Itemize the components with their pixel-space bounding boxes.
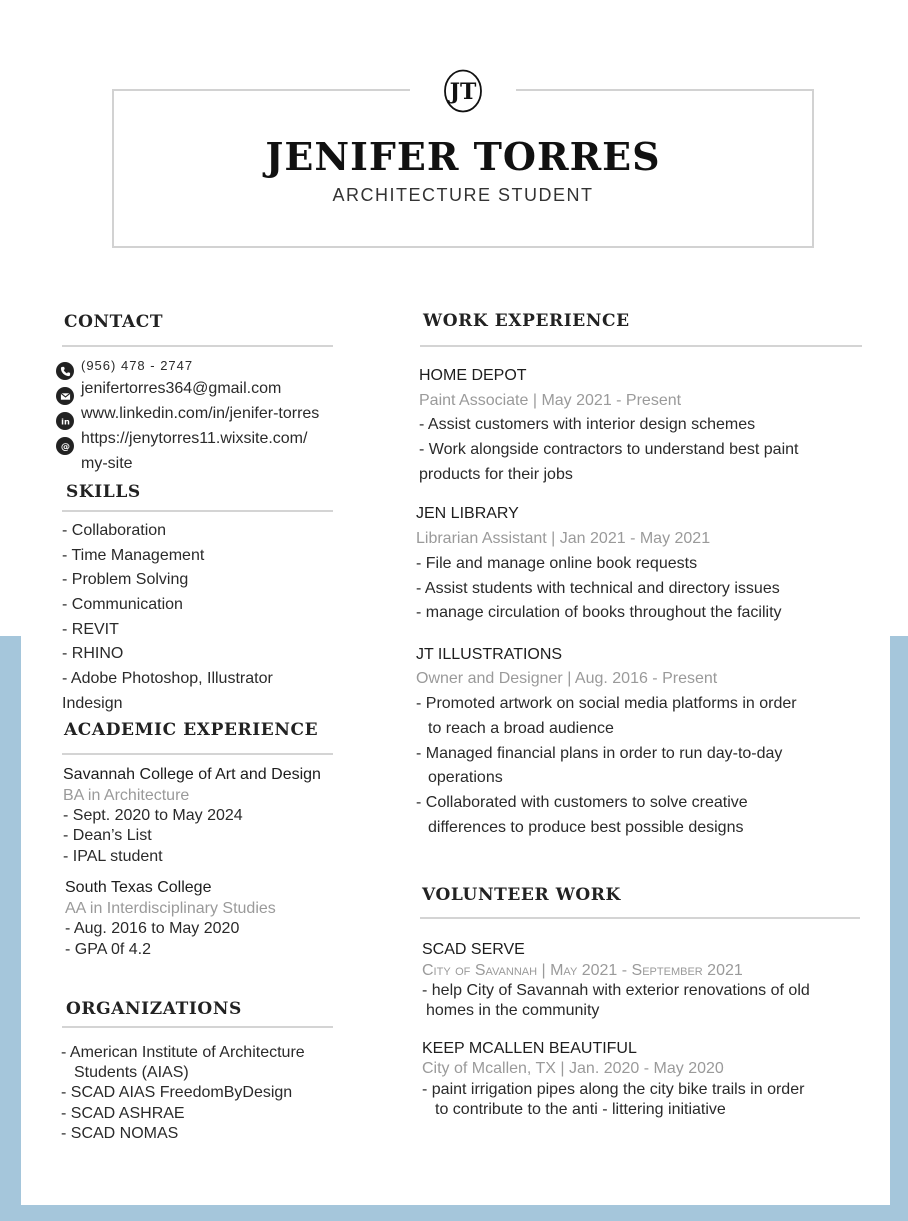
organization-item: - SCAD ASHRAE [61,1105,185,1122]
skill-item: - Adobe Photoshop, Illustrator [62,670,273,687]
volunteer-detail-continued: homes in the community [426,1002,600,1019]
job-detail-continued: differences to produce best possible designs [428,819,744,836]
contact-website[interactable]: https://jenytorres11.wixsite.com/ [81,430,308,447]
employer-name: JT ILLUSTRATIONS [416,646,563,663]
contact-email[interactable]: jenifertorres364@gmail.com [81,380,282,397]
skills-rule [62,510,333,512]
organizations-rule [62,1026,333,1028]
organization-item: - American Institute of Architecture [61,1044,305,1061]
organizations-heading: ORGANIZATIONS [66,999,242,1019]
linkedin-icon [56,412,74,430]
school-detail: - Dean’s List [63,827,152,844]
volunteer-detail-continued: to contribute to the anti - littering initiative [435,1101,726,1118]
organization-item: - SCAD NOMAS [61,1125,179,1142]
skill-item: - Problem Solving [62,571,189,588]
candidate-title: ARCHITECTURE STUDENT [332,185,594,205]
job-detail: - Assist customers with interior design schemes [419,416,756,433]
job-detail-continued: products for their jobs [419,466,573,483]
organization-item: - SCAD AIAS FreedomByDesign [61,1084,293,1101]
school-name: Savannah College of Art and Design [63,766,321,783]
volunteer-role: City of Savannah | May 2021 - September 2021 [422,962,743,979]
contact-rule [62,345,333,347]
candidate-name: JENIFER TORRES [265,134,661,179]
job-detail-continued: operations [428,769,503,786]
academic-rule [62,753,333,755]
svg-text:@: @ [60,441,70,452]
job-detail: - Managed financial plans in order to run day-to-day [416,745,783,762]
svg-text:JT: JT [449,79,477,105]
job-detail: - Promoted artwork on social media platforms in order [416,695,797,712]
volunteer-org: SCAD SERVE [422,941,525,958]
employer-name: JEN LIBRARY [416,505,519,522]
phone-icon [56,362,74,380]
volunteer-detail: - paint irrigation pipes along the city bike trails in order [422,1081,805,1098]
school-detail: - IPAL student [63,848,163,865]
skill-item: - RHINO [62,645,124,662]
skill-item: - Time Management [62,547,205,564]
contact-website-continued[interactable]: my-site [81,455,133,472]
employer-name: HOME DEPOT [419,367,527,384]
volunteer-rule [420,917,860,919]
job-detail: - Work alongside contractors to understand best paint [419,441,799,458]
monogram-logo [443,69,483,113]
skill-item: - Collaboration [62,522,167,539]
school-degree: BA in Architecture [63,787,190,804]
contact-heading: CONTACT [64,312,164,332]
school-detail: - GPA 0f 4.2 [65,941,151,958]
job-detail-continued: to reach a broad audience [428,720,614,737]
skill-item: - REVIT [62,621,119,638]
job-role: Owner and Designer | Aug. 2016 - Present [416,670,718,687]
volunteer-org: KEEP MCALLEN BEAUTIFUL [422,1040,637,1057]
svg-text:in: in [60,416,70,427]
school-degree: AA in Interdisciplinary Studies [65,900,276,917]
school-detail: - Sept. 2020 to May 2024 [63,807,243,824]
contact-phone: (956) 478 - 2747 [81,358,194,373]
school-name: South Texas College [65,879,212,896]
volunteer-detail: - help City of Savannah with exterior renovations of old [422,982,810,999]
organization-item-continued: Students (AIAS) [74,1064,189,1081]
school-detail: - Aug. 2016 to May 2020 [65,920,240,937]
work-heading: WORK EXPERIENCE [423,311,630,331]
at-sign-icon [56,437,74,455]
job-detail: - File and manage online book requests [416,555,698,572]
volunteer-role: City of Mcallen, TX | Jan. 2020 - May 2020 [422,1060,724,1077]
academic-heading: ACADEMIC EXPERIENCE [64,720,319,740]
job-role: Paint Associate | May 2021 - Present [419,392,682,409]
email-icon [56,387,74,405]
volunteer-heading: VOLUNTEER WORK [422,885,621,905]
job-detail: - Collaborated with customers to solve creative [416,794,748,811]
job-role: Librarian Assistant | Jan 2021 - May 2021 [416,530,711,547]
job-detail: - Assist students with technical and directory issues [416,580,780,597]
skill-item: - Communication [62,596,183,613]
skills-heading: SKILLS [66,482,141,502]
work-rule [420,345,862,347]
skill-item: Indesign [62,695,123,712]
contact-linkedin[interactable]: www.linkedin.com/in/jenifer-torres [81,405,320,422]
job-detail: - manage circulation of books throughout the facility [416,604,782,621]
